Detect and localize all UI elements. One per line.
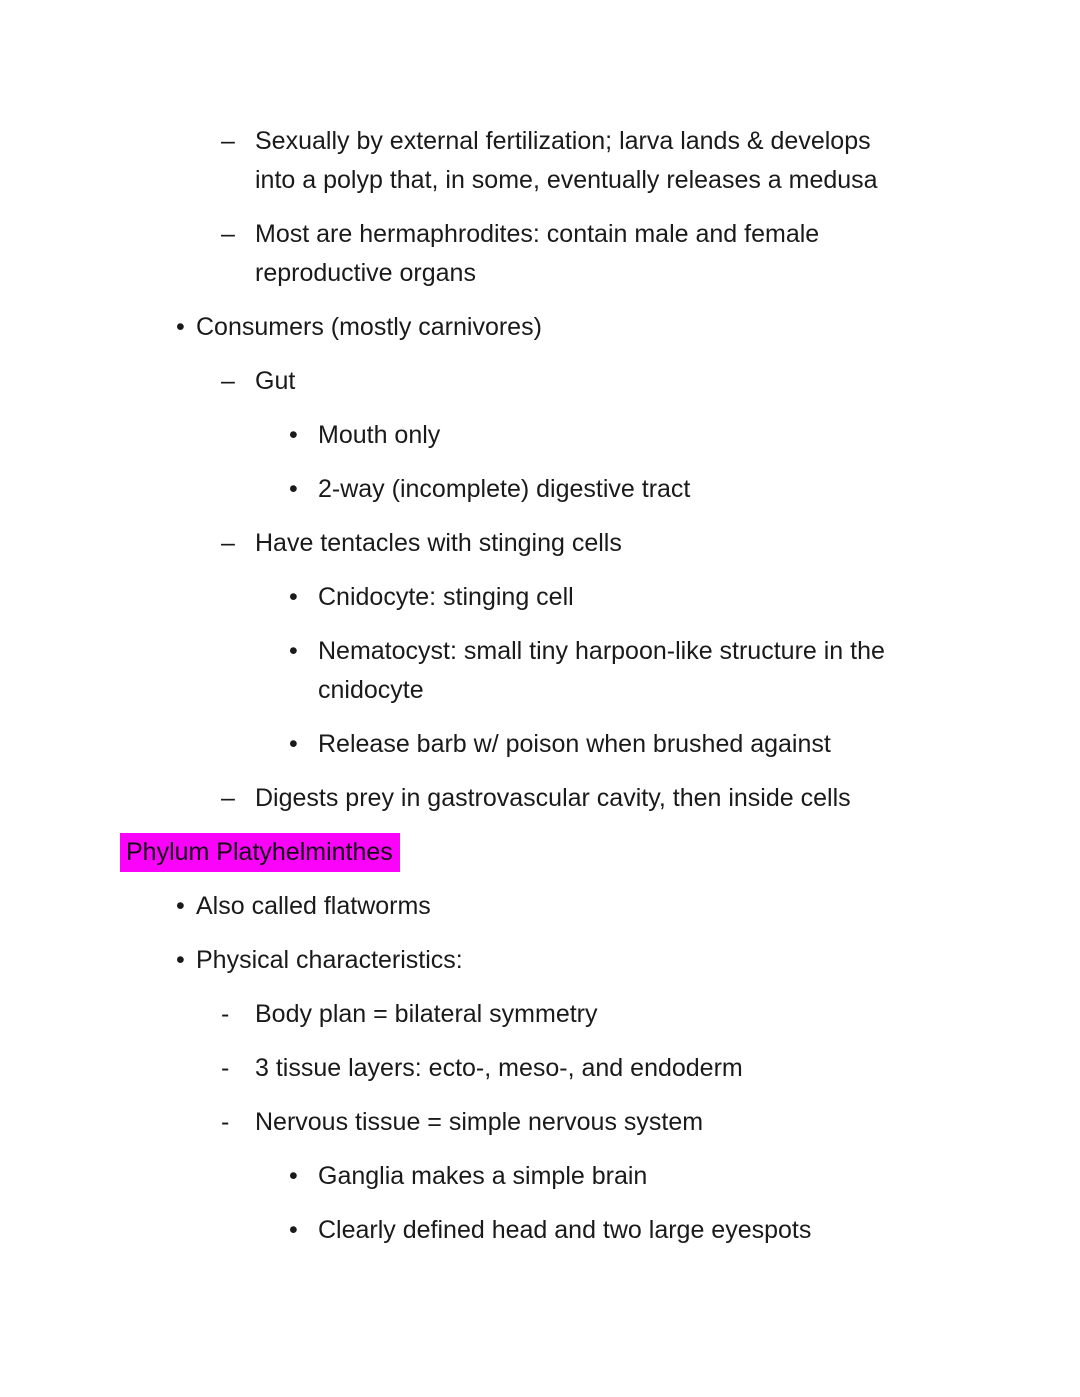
list-item: [120, 122, 1080, 200]
note-line: Physical characteristics:: [196, 946, 463, 974]
list-item: [120, 1211, 1080, 1250]
list-item: [120, 362, 1080, 401]
note-line: Body plan = bilateral symmetry: [255, 1000, 598, 1028]
hyphen-marker: -: [221, 1000, 230, 1028]
note-line: Have tentacles with stinging cells: [255, 529, 622, 557]
bullet-icon: •: [289, 475, 298, 503]
list-item-text: [120, 1157, 1080, 1196]
bullet-icon: •: [289, 730, 298, 758]
list-item: [120, 887, 1080, 926]
list-item: [120, 578, 1080, 617]
list-item: [120, 416, 1080, 455]
bullet-icon: •: [289, 421, 298, 449]
note-line: 3 tissue layers: ecto-, meso-, and endoderm: [255, 1054, 743, 1082]
list-item: [120, 524, 1080, 563]
list-item-text: [120, 470, 1080, 509]
list-item: [120, 308, 1080, 347]
note-line: Nervous tissue = simple nervous system: [255, 1108, 704, 1136]
section-heading: [120, 833, 1080, 872]
note-line: Cnidocyte: stinging cell: [318, 583, 574, 611]
note-line: Nematocyst: small tiny harpoon-like structure in the: [318, 637, 885, 665]
bullet-icon: •: [289, 637, 298, 665]
dash-marker: –: [221, 127, 235, 155]
dash-marker: –: [221, 367, 235, 395]
list-item-text: [120, 122, 1080, 200]
note-line: Digests prey in gastrovascular cavity, then inside cells: [255, 784, 851, 812]
list-item-text: [120, 1049, 1080, 1088]
hyphen-marker: -: [221, 1108, 230, 1136]
list-item: [120, 470, 1080, 509]
note-line: Mouth only: [318, 421, 441, 449]
list-item-text: [120, 578, 1080, 617]
note-line: 2-way (incomplete) digestive tract: [318, 475, 691, 503]
list-item: [120, 1157, 1080, 1196]
list-item: [120, 632, 1080, 710]
list-item-text: [120, 941, 1080, 980]
list-item-text: [120, 308, 1080, 347]
list-item: [120, 941, 1080, 980]
list-item-text: [120, 362, 1080, 401]
note-line: Ganglia makes a simple brain: [318, 1162, 648, 1190]
dash-marker: –: [221, 529, 235, 557]
note-line: Consumers (mostly carnivores): [196, 313, 542, 341]
list-item: [120, 725, 1080, 764]
list-item: [120, 779, 1080, 818]
list-item-text: [120, 887, 1080, 926]
list-item-text: [120, 779, 1080, 818]
list-item: [120, 995, 1080, 1034]
note-line: Release barb w/ poison when brushed against: [318, 730, 831, 758]
hyphen-marker: -: [221, 1054, 230, 1082]
list-item-text: [120, 725, 1080, 764]
bullet-icon: •: [176, 946, 185, 974]
note-line: cnidocyte: [318, 676, 424, 704]
list-item-text: [120, 524, 1080, 563]
note-line: Gut: [255, 367, 296, 395]
list-item: [120, 1103, 1080, 1142]
note-line: Sexually by external fertilization; larva lands & develops: [255, 127, 871, 155]
bullet-icon: •: [176, 892, 185, 920]
section-heading-highlight: Phylum Platyhelminthes: [120, 833, 400, 872]
list-item-text: [120, 1103, 1080, 1142]
list-item: [120, 1049, 1080, 1088]
note-line: reproductive organs: [255, 259, 476, 287]
note-line: Also called flatworms: [196, 892, 431, 920]
dash-marker: –: [221, 220, 235, 248]
list-item-text: [120, 1211, 1080, 1250]
bullet-icon: •: [289, 583, 298, 611]
list-item-text: [120, 215, 1080, 293]
bullet-icon: •: [289, 1162, 298, 1190]
bullet-icon: •: [176, 313, 185, 341]
note-line: into a polyp that, in some, eventually releases a medusa: [255, 166, 878, 194]
list-item: [120, 215, 1080, 293]
list-item-text: [120, 995, 1080, 1034]
note-line: Most are hermaphrodites: contain male and female: [255, 220, 820, 248]
list-item-text: [120, 632, 1080, 710]
dash-marker: –: [221, 784, 235, 812]
list-item-text: [120, 416, 1080, 455]
bullet-icon: •: [289, 1216, 298, 1244]
note-line: Clearly defined head and two large eyespots: [318, 1216, 812, 1244]
